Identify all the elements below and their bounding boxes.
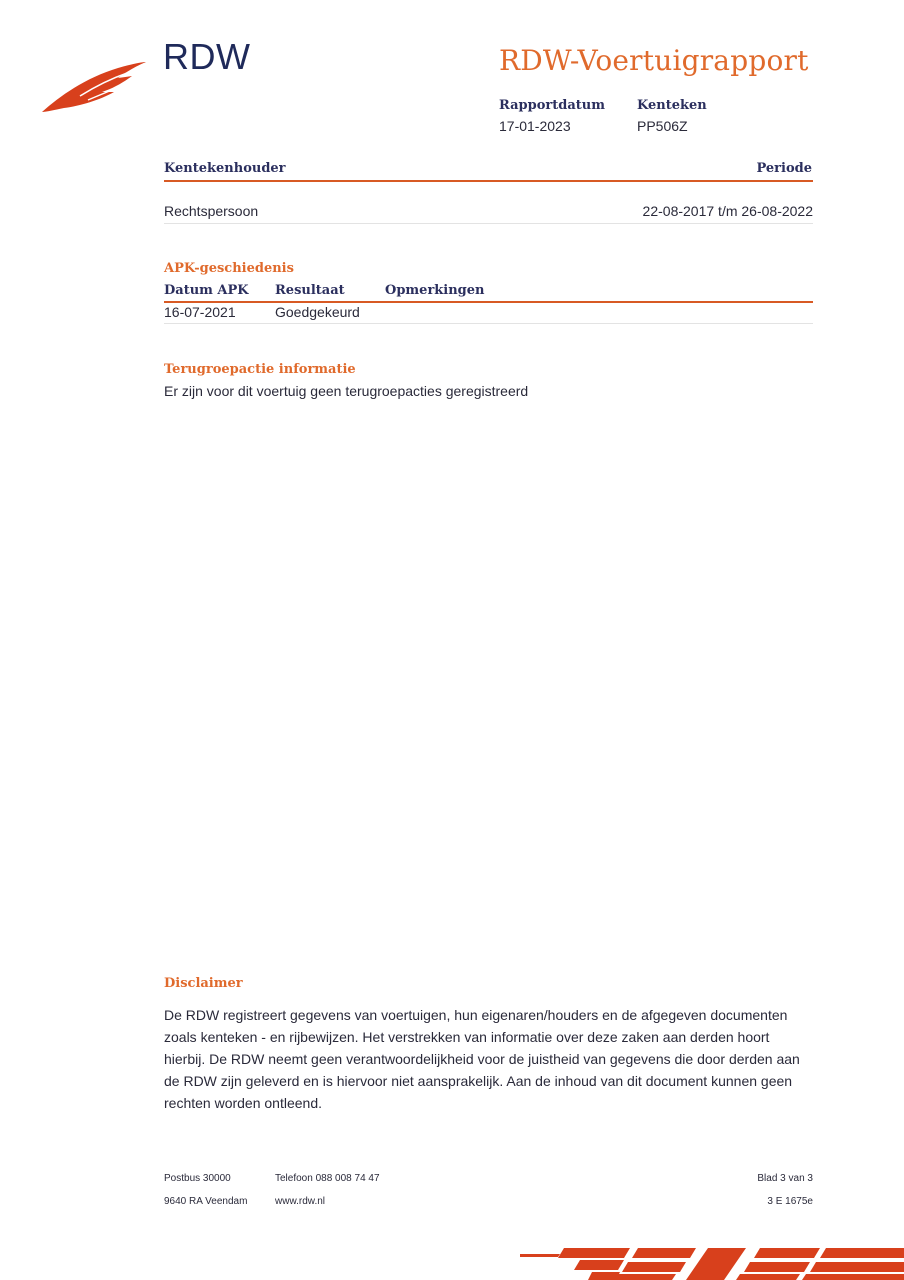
footer-document-code: 3 E 1675e: [767, 1196, 813, 1207]
recall-text: Er zijn voor dit voertuig geen terugroepacties geregistreerd: [164, 383, 529, 399]
apk-result-cell: Goedgekeurd: [275, 304, 360, 320]
period-column-header: Periode: [756, 161, 812, 176]
apk-section-title: APK-geschiedenis: [164, 261, 294, 276]
report-date-value: 17-01-2023: [499, 118, 571, 134]
apk-date-cell: 16-07-2021: [164, 304, 236, 320]
plate-label: Kenteken: [637, 98, 707, 113]
disclaimer-text: De RDW registreert gegevens van voertuigen, hun eigenaren/houders en de afgegeven documenten zoals kenteken - en rijbewijzen. Het verstrekken van informatie over deze zaken aan derden hoort hierbij. De RDW neemt geen verantwoordelijkheid voor de juistheid van gegevens die door derden aan de RDW zijn geleverd en is hiervoor niet aansprakelijk. Aan de inhoud van dit document kunnen geen rechten worden ontleend.: [164, 1007, 800, 1111]
period-cell: 22-08-2017 t/m 26-08-2022: [642, 203, 813, 219]
apk-column-date: Datum APK: [164, 283, 249, 298]
apk-column-result: Resultaat: [275, 283, 345, 298]
footer-page-number: Blad 3 van 3: [757, 1173, 813, 1184]
disclaimer-title: Disclaimer: [164, 976, 243, 991]
footer-postbus: Postbus 30000: [164, 1173, 231, 1184]
rdw-feather-logo-icon: [40, 56, 150, 116]
footer-website: www.rdw.nl: [275, 1196, 326, 1207]
apk-column-remarks: Opmerkingen: [385, 283, 485, 298]
holder-cell: Rechtspersoon: [164, 203, 259, 219]
apk-header-divider: [164, 301, 813, 303]
footer-city: 9640 RA Veendam: [164, 1196, 248, 1207]
footer-stripes-decoration: [520, 1240, 904, 1280]
apk-row-divider: [164, 323, 813, 324]
holder-column-header: Kentekenhouder: [164, 161, 286, 176]
brand-logo-text: RDW: [163, 36, 251, 77]
report-date-label: Rapportdatum: [499, 98, 605, 113]
report-title: RDW-Voertuigrapport: [499, 44, 809, 77]
holder-row-divider: [164, 223, 813, 224]
footer-phone: Telefoon 088 008 74 47: [275, 1173, 380, 1184]
holder-header-divider: [164, 180, 813, 182]
plate-value: PP506Z: [637, 118, 688, 134]
recall-section-title: Terugroepactie informatie: [164, 362, 356, 377]
